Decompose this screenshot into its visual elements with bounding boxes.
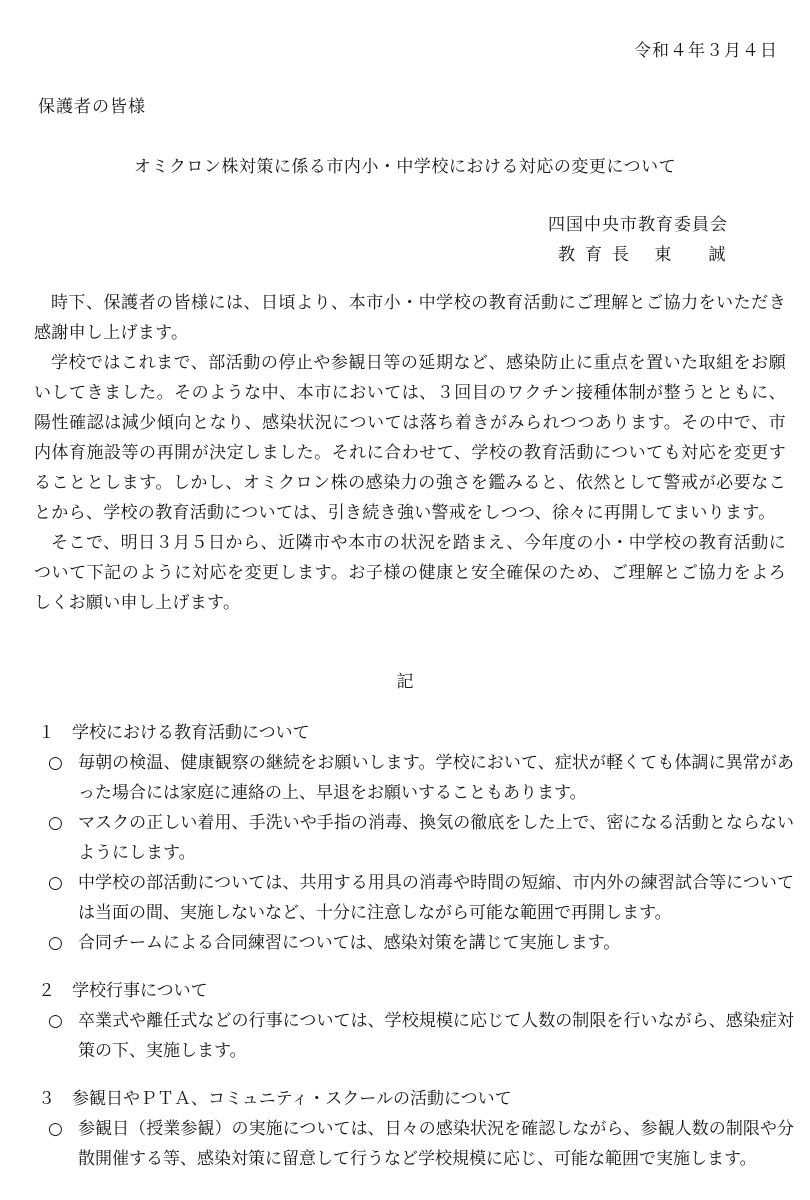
list-item <box>34 868 794 928</box>
list-item-text: マスクの正しい着用、手洗いや手指の消毒、換気の徹底をした上で、密になる活動とならないようにします。 <box>78 813 794 863</box>
list-item <box>34 928 794 958</box>
issuer-block <box>548 210 735 270</box>
section-number: １ <box>38 723 55 743</box>
list-item-text: 毎朝の検温、健康観察の継続をお願いします。学校において、症状が軽くても体調に異常があった場合には家庭に連絡の上、早退をお願いすることもあります。 <box>78 753 794 803</box>
section-number: ３ <box>38 1089 55 1109</box>
list-item <box>34 1006 794 1066</box>
section-title: 参観日やＰＴＡ、コミュニティ・スクールの活動について <box>72 1089 512 1109</box>
document-title: オミクロン株対策に係る市内小・中学校における対応の変更について <box>133 157 677 177</box>
document-date: 令和４年３月４日 <box>634 41 778 61</box>
list-item-text: 参観日（授業参観）の実施については、日々の感染状況を確認しながら、参観人数の制限や分散開催する等、感染対策に留意して行うなど学校規模に応じ、可能な範囲で実施します。 <box>78 1119 794 1169</box>
circle-bullet-icon: ○ <box>48 813 63 833</box>
circle-bullet-icon: ○ <box>48 1011 63 1031</box>
section-items <box>34 1006 794 1066</box>
addressee: 保護者の皆様 <box>38 97 146 117</box>
section-visitation-pta <box>34 1084 794 1174</box>
section-heading <box>34 718 794 748</box>
section-number: ２ <box>38 981 55 1001</box>
section-items <box>34 1114 794 1174</box>
ki-heading: 記 <box>396 672 414 692</box>
section-title: 学校行事について <box>72 981 208 1001</box>
list-item-text: 合同チームによる合同練習については、感染対策を講じて実施します。 <box>78 933 621 953</box>
section-heading <box>34 976 794 1006</box>
section-items <box>34 748 794 958</box>
circle-bullet-icon: ○ <box>48 933 63 953</box>
list-item <box>34 1114 794 1174</box>
list-item-text: 中学校の部活動については、共用する用具の消毒や時間の短縮、市内外の練習試合等については当面の間、実施しないなど、十分に注意しながら可能な範囲で再開します。 <box>78 873 794 923</box>
issuer-name: 教育長 東 誠 <box>558 245 736 265</box>
list-item <box>34 808 794 868</box>
list-item-text: 卒業式や離任式などの行事については、学校規模に応じて人数の制限を行いながら、感染症対策の下、実施します。 <box>78 1011 794 1061</box>
body-text <box>34 288 786 618</box>
list-item <box>34 748 794 808</box>
body-paragraph: 時下、保護者の皆様には、日頃より、本市小・中学校の教育活動にご理解とご協力をいただき感謝申し上げます。 <box>34 293 786 343</box>
sections-list <box>34 718 794 1192</box>
section-title: 学校における教育活動について <box>72 723 310 743</box>
body-paragraph: 学校ではこれまで、部活動の停止や参観日等の延期など、感染防止に重点を置いた取組をお願いしてきました。そのような中、本市においては、３回目のワクチン接種体制が整うとともに、陽性確認は減少傾向となり、感染状況については落ち着きがみられつつあります。その中で、市内体育施設等の再開が決定しました。それに合わせて、学校の教育活動についても対応を変更することとします。しかし、オミクロン株の感染力の強さを鑑みると、依然として警戒が必要なことから、学校の教育活動については、引き続き強い警戒をしつつ、徐々に再開してまいります。 <box>34 353 786 523</box>
section-education-activities <box>34 718 794 958</box>
circle-bullet-icon: ○ <box>48 873 63 893</box>
circle-bullet-icon: ○ <box>48 753 63 773</box>
issuer-organization: 四国中央市教育委員会 <box>548 215 728 235</box>
circle-bullet-icon: ○ <box>48 1119 63 1139</box>
section-heading <box>34 1084 794 1114</box>
section-school-events <box>34 976 794 1066</box>
body-paragraph: そこで、明日３月５日から、近隣市や本市の状況を踏まえ、今年度の小・中学校の教育活動について下記のように対応を変更します。お子様の健康と安全確保のため、ご理解とご協力をよろしくお願い申し上げます。 <box>34 533 786 613</box>
